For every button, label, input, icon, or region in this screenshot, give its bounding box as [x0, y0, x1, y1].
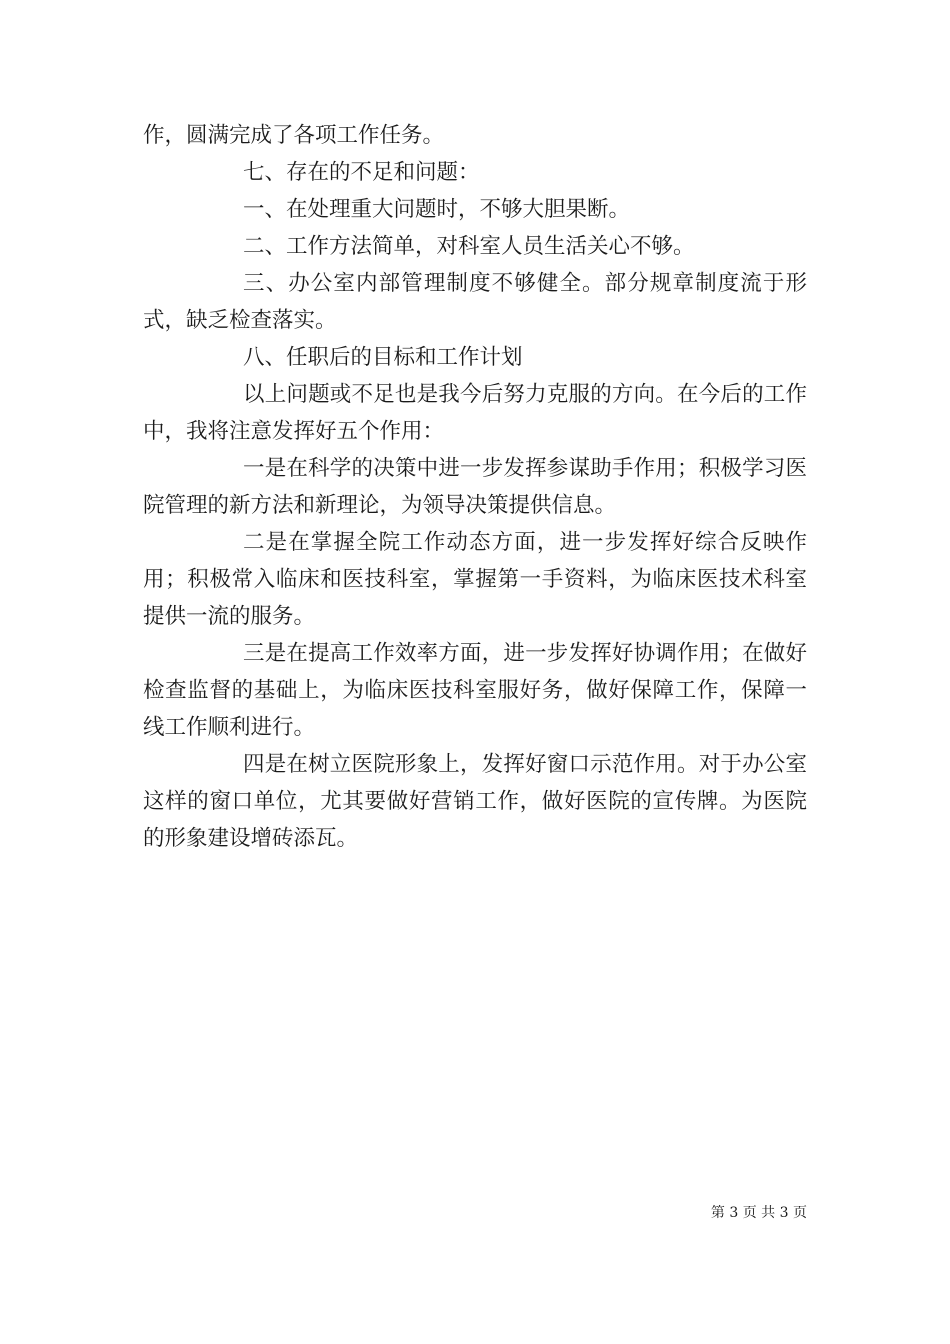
paragraph-4: 二、工作方法简单，对科室人员生活关心不够。 — [243, 234, 695, 259]
paragraph-9: 二是在掌握全院工作动态方面，进一步发挥好综合反映作用；积极常入临床和医技科室，掌握第一手资料，为临床医技术科室提供一流的服务。 — [143, 530, 807, 629]
page-number-footer: 第 3 页 共 3 页 — [710, 1205, 807, 1221]
paragraph-8: 一是在科学的决策中进一步发挥参谋助手作用；积极学习医院管理的新方法和新理论，为领导决策提供信息。 — [143, 456, 807, 518]
paragraph-5: 三、办公室内部管理制度不够健全。部分规章制度流于形式，缺乏检查落实。 — [143, 271, 807, 333]
paragraph-6: 八、任职后的目标和工作计划 — [243, 345, 523, 370]
paragraph-3: 一、在处理重大问题时，不够大胆果断。 — [243, 197, 631, 222]
paragraph-11: 四是在树立医院形象上，发挥好窗口示范作用。对于办公室这样的窗口单位，尤其要做好营销工作，做好医院的宣传牌。为医院的形象建设增砖添瓦。 — [143, 752, 807, 851]
paragraph-1: 作，圆满完成了各项工作任务。 — [143, 123, 445, 148]
paragraph-10: 三是在提高工作效率方面，进一步发挥好协调作用；在做好检查监督的基础上，为临床医技科室服好务，做好保障工作，保障一线工作顺利进行。 — [143, 641, 807, 740]
paragraph-7: 以上问题或不足也是我今后努力克服的方向。在今后的工作中，我将注意发挥好五个作用： — [143, 382, 807, 444]
document-body — [143, 117, 807, 857]
paragraph-2: 七、存在的不足和问题： — [243, 160, 480, 185]
